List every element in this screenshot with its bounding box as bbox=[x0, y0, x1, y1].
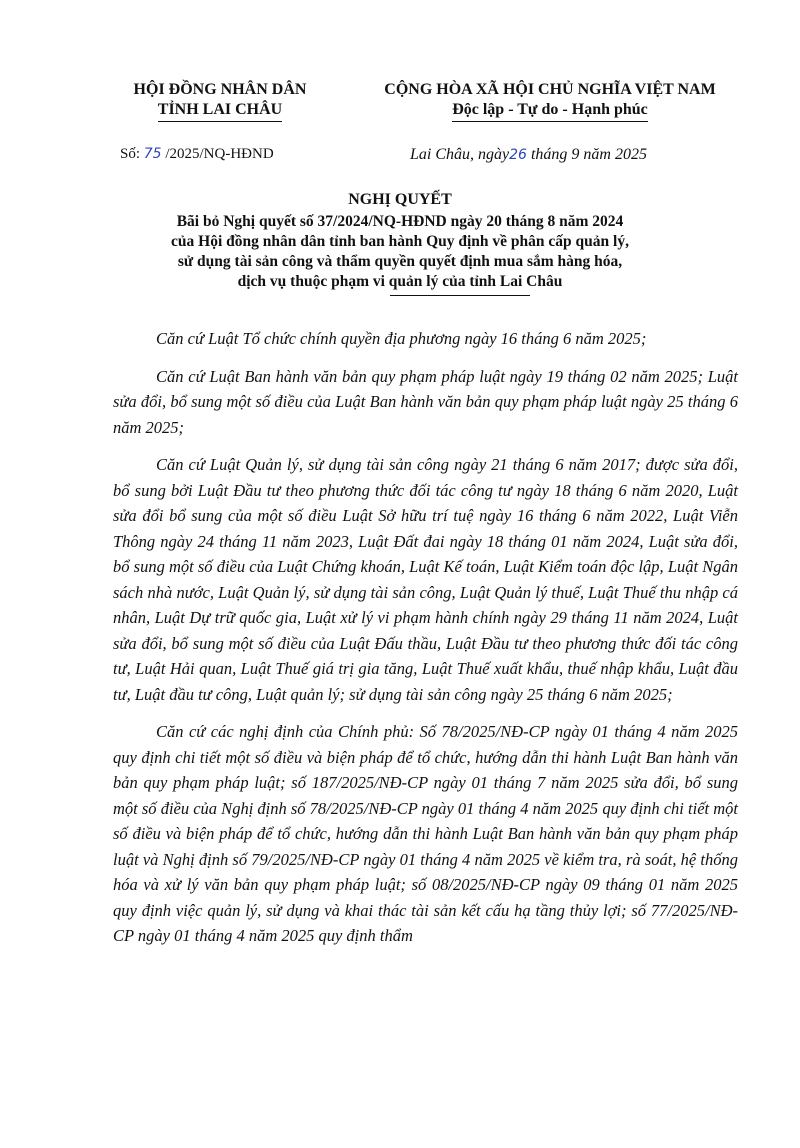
handwritten-number: 75 bbox=[143, 146, 162, 162]
document-number: Số: 75 /2025/NQ-HĐND bbox=[120, 146, 274, 162]
place-and-date: Lai Châu, ngày26 tháng 9 năm 2025 bbox=[410, 146, 647, 163]
title-underline bbox=[390, 295, 530, 296]
motto: Độc lập - Tự do - Hạnh phúc bbox=[452, 100, 648, 122]
title-line-2: của Hội đồng nhân dân tỉnh ban hành Quy định về phân cấp quản lý, bbox=[171, 233, 629, 250]
legal-basis-text bbox=[113, 326, 738, 961]
authority-line-1: HỘI ĐỒNG NHÂN DÂN bbox=[133, 81, 307, 98]
paragraph: Căn cứ Luật Tổ chức chính quyền địa phương ngày 16 tháng 6 năm 2025; bbox=[156, 329, 647, 348]
nation-name: CỘNG HÒA XÃ HỘI CHỦ NGHĨA VIỆT NAM bbox=[384, 81, 716, 98]
title-line-1: Bãi bỏ Nghị quyết số 37/2024/NQ-HĐND ngày 20 tháng 8 năm 2024 bbox=[176, 213, 624, 230]
title-line-3: sử dụng tài sản công và thẩm quyền quyết định mua sắm hàng hóa, bbox=[177, 253, 623, 270]
title-line-4: dịch vụ thuộc phạm vi quản lý của tỉnh Lai Châu bbox=[237, 273, 563, 290]
national-motto bbox=[350, 80, 750, 122]
issuing-authority bbox=[100, 80, 340, 122]
paragraph: Căn cứ Luật Ban hành văn bản quy phạm pháp luật ngày 19 tháng 02 năm 2025; Luật sửa đổi, bổ sung một số điều của Luật Ban hành văn bản quy phạm pháp luật ngày 25 tháng 6 năm 2025; bbox=[113, 366, 738, 437]
document-kind: NGHỊ QUYẾT bbox=[348, 191, 452, 208]
paragraph: Căn cứ Luật Quản lý, sử dụng tài sản công ngày 21 tháng 6 năm 2017; được sửa đổi, bổ sung bởi Luật Đầu tư theo phương thức đối tác công tư ngày 18 tháng 6 năm 2020, Luật sửa đổi bổ sung của một số điều Luật Sở hữu trí tuệ ngày 16 tháng 6 năm 2022, Luật Viễn Thông ngày 24 tháng 11 năm 2023, Luật Đất đai ngày 18 tháng 01 năm 2024, Luật sửa đổi, bổ sung một số điều của Luật Chứng khoán, Luật Kế toán, Luật Kiểm toán độc lập, Luật Ngân sách nhà nước, Luật Quản lý, sử dụng tài sản công, Luật Quản lý thuế, Luật Thuế thu nhập cá nhân, Luật Dự trữ quốc gia, Luật xử lý vi phạm hành chính ngày 29 tháng 11 năm 2024, Luật sửa đổi, bổ sung một số điều của Luật Đấu thầu, Luật Đầu tư theo phương thức đối tác công tư, Luật Hải quan, Luật Thuế giá trị gia tăng, Luật Thuế xuất khẩu, thuế nhập khẩu, Luật đầu tư, Luật đầu tư công, Luật quản lý; sử dụng tài sản công ngày 25 tháng 6 năm 2025; bbox=[113, 455, 738, 704]
paragraph: Căn cứ các nghị định của Chính phủ: Số 78/2025/NĐ-CP ngày 01 tháng 4 năm 2025 quy định chi tiết một số điều và biện pháp để tổ chức, hướng dẫn thi hành Luật Ban hành văn bản quy phạm pháp luật; số 187/2025/NĐ-CP ngày 01 tháng 7 năm 2025 sửa đổi, bổ sung một số điều của Nghị định số 78/2025/NĐ-CP ngày 01 tháng 4 năm 2025 quy định chi tiết một số điều và biện pháp để tổ chức, hướng dẫn thi hành Luật Ban hành văn bản quy phạm pháp luật và Nghị định số 79/2025/NĐ-CP ngày 01 tháng 4 năm 2025 về kiểm tra, rà soát, hệ thống hóa và xử lý văn bản quy phạm pháp luật; số 08/2025/NĐ-CP ngày 09 tháng 01 năm 2025 quy định việc quản lý, sử dụng và khai thác tài sản kết cấu hạ tầng thủy lợi; số 77/2025/NĐ-CP ngày 01 tháng 4 năm 2025 quy định thẩm bbox=[113, 722, 738, 945]
handwritten-day: 26 bbox=[509, 147, 527, 163]
resolution-title bbox=[80, 190, 720, 296]
authority-line-2: TỈNH LAI CHÂU bbox=[158, 100, 282, 122]
